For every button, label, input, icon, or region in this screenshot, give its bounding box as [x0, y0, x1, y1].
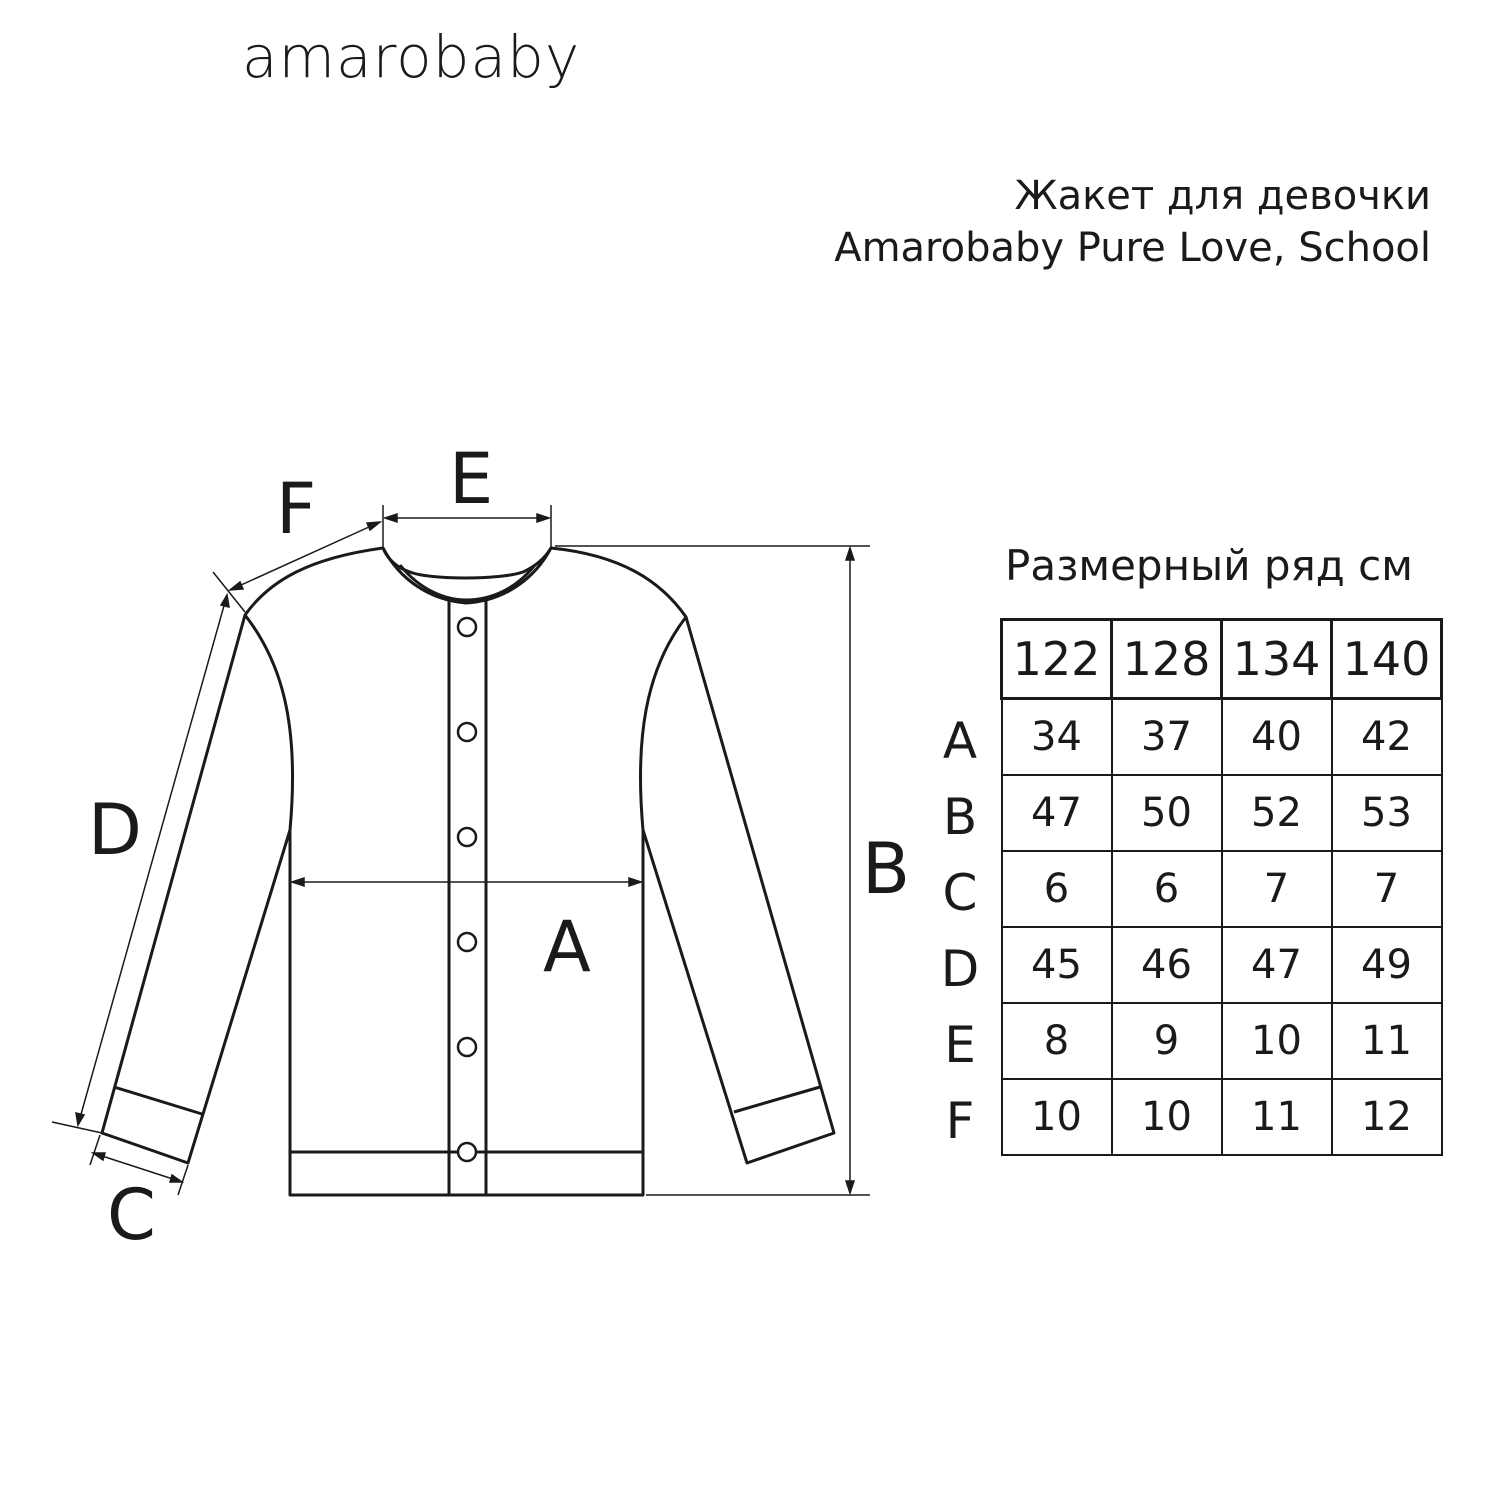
table-cell: 11	[1222, 1079, 1332, 1155]
table-cell: 12	[1332, 1079, 1442, 1155]
right-sleeve	[643, 617, 834, 1163]
row-label-f: F	[945, 1092, 975, 1150]
measure-b-arrow-bottom	[846, 1181, 854, 1193]
table-cell: 11	[1332, 1003, 1442, 1079]
label-a: A	[543, 906, 591, 988]
measure-d-arrow-top	[221, 595, 229, 607]
row-label-e: E	[944, 1016, 976, 1074]
jacket-outline	[245, 548, 686, 1195]
size-header: 134	[1222, 620, 1332, 699]
product-title-line2: Amarobaby Pure Love, School	[834, 225, 1431, 271]
collar-band	[400, 565, 535, 600]
button-1	[458, 618, 476, 636]
size-header-row	[1002, 620, 1442, 699]
measure-d-tick-bottom	[52, 1122, 102, 1133]
table-cell: 49	[1332, 927, 1442, 1003]
size-table-caption: Размерный ряд см	[1005, 541, 1413, 590]
label-e: E	[449, 438, 494, 520]
table-cell: 6	[1002, 851, 1112, 927]
measure-c-arrow-right	[170, 1175, 182, 1182]
button-3	[458, 828, 476, 846]
measure-d-arrow-bottom	[76, 1113, 84, 1125]
table-row	[1002, 851, 1442, 927]
measure-a-arrow-right	[629, 878, 641, 886]
table-cell: 10	[1002, 1079, 1112, 1155]
left-cuff	[114, 1087, 202, 1114]
table-cell: 53	[1332, 775, 1442, 851]
row-label-c: C	[942, 864, 978, 922]
button-4	[458, 933, 476, 951]
table-cell: 9	[1112, 1003, 1222, 1079]
measure-e-arrow-right	[537, 514, 549, 522]
label-d: D	[88, 789, 142, 871]
measure-f-arrow-right	[367, 522, 380, 530]
table-cell: 50	[1112, 775, 1222, 851]
row-label-b: B	[942, 788, 978, 846]
measure-b-arrow-top	[846, 548, 854, 560]
table-row	[1002, 775, 1442, 851]
brand-logo: amarobaby	[242, 23, 581, 91]
table-cell: 7	[1332, 851, 1442, 927]
table-cell: 6	[1112, 851, 1222, 927]
button-5	[458, 1038, 476, 1056]
table-cell: 34	[1002, 699, 1112, 776]
table-cell: 46	[1112, 927, 1222, 1003]
table-cell: 37	[1112, 699, 1222, 776]
table-row	[1002, 1079, 1442, 1155]
right-cuff	[734, 1087, 820, 1112]
measure-f-arrow-left	[230, 582, 243, 590]
size-header: 122	[1002, 620, 1112, 699]
row-label-d: D	[940, 940, 980, 998]
table-row	[1002, 699, 1442, 776]
label-b: B	[862, 828, 911, 910]
product-title-line1: Жакет для девочки	[1014, 173, 1431, 219]
table-cell: 10	[1222, 1003, 1332, 1079]
size-table-row-labels	[936, 703, 984, 1159]
measure-c-arrow-left	[93, 1153, 105, 1160]
measure-c-tick-left	[90, 1135, 100, 1165]
table-cell: 45	[1002, 927, 1112, 1003]
table-cell: 40	[1222, 699, 1332, 776]
table-cell: 8	[1002, 1003, 1112, 1079]
size-header: 128	[1112, 620, 1222, 699]
table-cell: 52	[1222, 775, 1332, 851]
table-cell: 47	[1222, 927, 1332, 1003]
left-sleeve	[102, 615, 290, 1163]
table-cell: 42	[1332, 699, 1442, 776]
label-c: C	[107, 1174, 156, 1256]
measure-e-arrow-left	[385, 514, 397, 522]
table-cell: 7	[1222, 851, 1332, 927]
button-2	[458, 723, 476, 741]
label-f: F	[276, 468, 317, 550]
button-6	[458, 1143, 476, 1161]
row-label-a: A	[942, 712, 978, 770]
table-cell: 47	[1002, 775, 1112, 851]
table-cell: 10	[1112, 1079, 1222, 1155]
table-row	[1002, 1003, 1442, 1079]
size-table	[1000, 618, 1443, 1156]
size-header: 140	[1332, 620, 1442, 699]
measure-a-arrow-left	[292, 878, 304, 886]
table-row	[1002, 927, 1442, 1003]
